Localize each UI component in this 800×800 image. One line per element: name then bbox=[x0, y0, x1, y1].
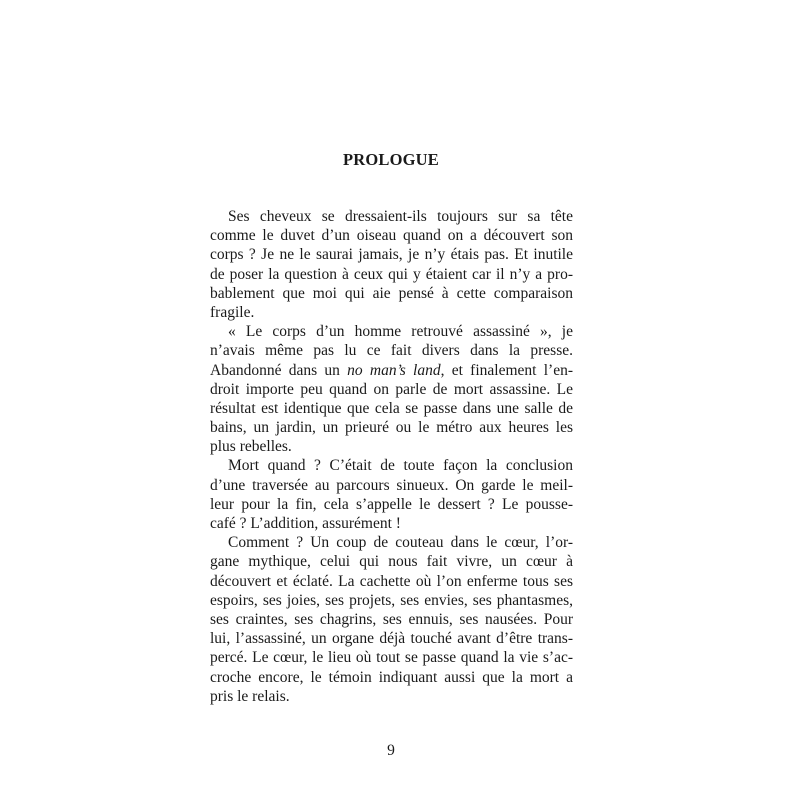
paragraph-1-line-4: de poser la question à ceux qui y étaient car il n’y a pro- bbox=[210, 265, 573, 283]
paragraph-4-line-9: pris le relais. bbox=[210, 687, 290, 705]
chapter-title: PROLOGUE bbox=[342, 150, 440, 169]
paragraph-1-line-3: corps ? Je ne le saurai jamais, je n’y étais pas. Et inutile bbox=[210, 246, 573, 264]
paragraph-4-line-6: lui, l’assassiné, un organe déjà touché avant d’être trans- bbox=[210, 630, 573, 648]
paragraph-4-line-1: Comment ? Un coup de couteau dans le cœur, l’or- bbox=[228, 534, 573, 552]
italic-phrase: no man’s land bbox=[347, 361, 441, 379]
body-text bbox=[210, 207, 573, 706]
paragraph-3-line-4: café ? L’addition, assurément ! bbox=[210, 515, 401, 532]
paragraph-3-line-3: leur pour la fin, cela s’appelle le dessert ? Le pousse- bbox=[210, 495, 573, 513]
paragraph-1-line-5: bablement que moi qui aie pensé à cette comparaison bbox=[210, 284, 573, 302]
paragraph-4-line-5: ses craintes, ses chagrins, ses ennuis, ses nausées. Pour bbox=[210, 610, 573, 628]
page-number: 9 bbox=[387, 742, 395, 759]
paragraph-4-line-8: croche encore, le témoin indiquant aussi que la mort a bbox=[210, 668, 573, 686]
paragraph-4-line-2: gane mythique, celui qui nous fait vivre, un cœur à bbox=[210, 553, 573, 571]
paragraph-1-line-6: fragile. bbox=[210, 303, 255, 321]
paragraph-2-line-6: bains, un jardin, un prieuré ou le métro aux heures les bbox=[210, 419, 573, 437]
paragraph-1-line-2: comme le duvet d’un oiseau quand on a découvert son bbox=[210, 227, 573, 245]
paragraph-4-line-3: découvert et éclaté. La cachette où l’on enferme tous ses bbox=[210, 572, 573, 590]
paragraph-2-line-4: droit importe peu quand on parle de mort assassine. Le bbox=[210, 380, 573, 398]
paragraph-2-line-3: Abandonné dans un no man’s land, et finalement l’en- bbox=[210, 361, 573, 379]
paragraph-1-line-1: Ses cheveux se dressaient-ils toujours sur sa tête bbox=[228, 208, 573, 225]
paragraph-2-line-2: n’avais même pas lu ce fait divers dans la presse. bbox=[210, 342, 573, 360]
paragraph-2-line-1: « Le corps d’un homme retrouvé assassiné », je bbox=[228, 323, 573, 341]
paragraph-4-line-7: percé. Le cœur, le lieu où tout se passe quand la vie s’ac- bbox=[210, 649, 573, 667]
paragraph-2-line-5: résultat est identique que cela se passe dans une salle de bbox=[210, 399, 573, 417]
paragraph-4-line-4: espoirs, ses joies, ses projets, ses envies, ses phantasmes, bbox=[210, 591, 573, 609]
paragraph-2-line-7: plus rebelles. bbox=[210, 438, 292, 456]
paragraph-3-line-2: d’une traversée au parcours sinueux. On garde le meil- bbox=[210, 476, 573, 494]
paragraph-3-line-1: Mort quand ? C’était de toute façon la conclusion bbox=[228, 457, 573, 475]
